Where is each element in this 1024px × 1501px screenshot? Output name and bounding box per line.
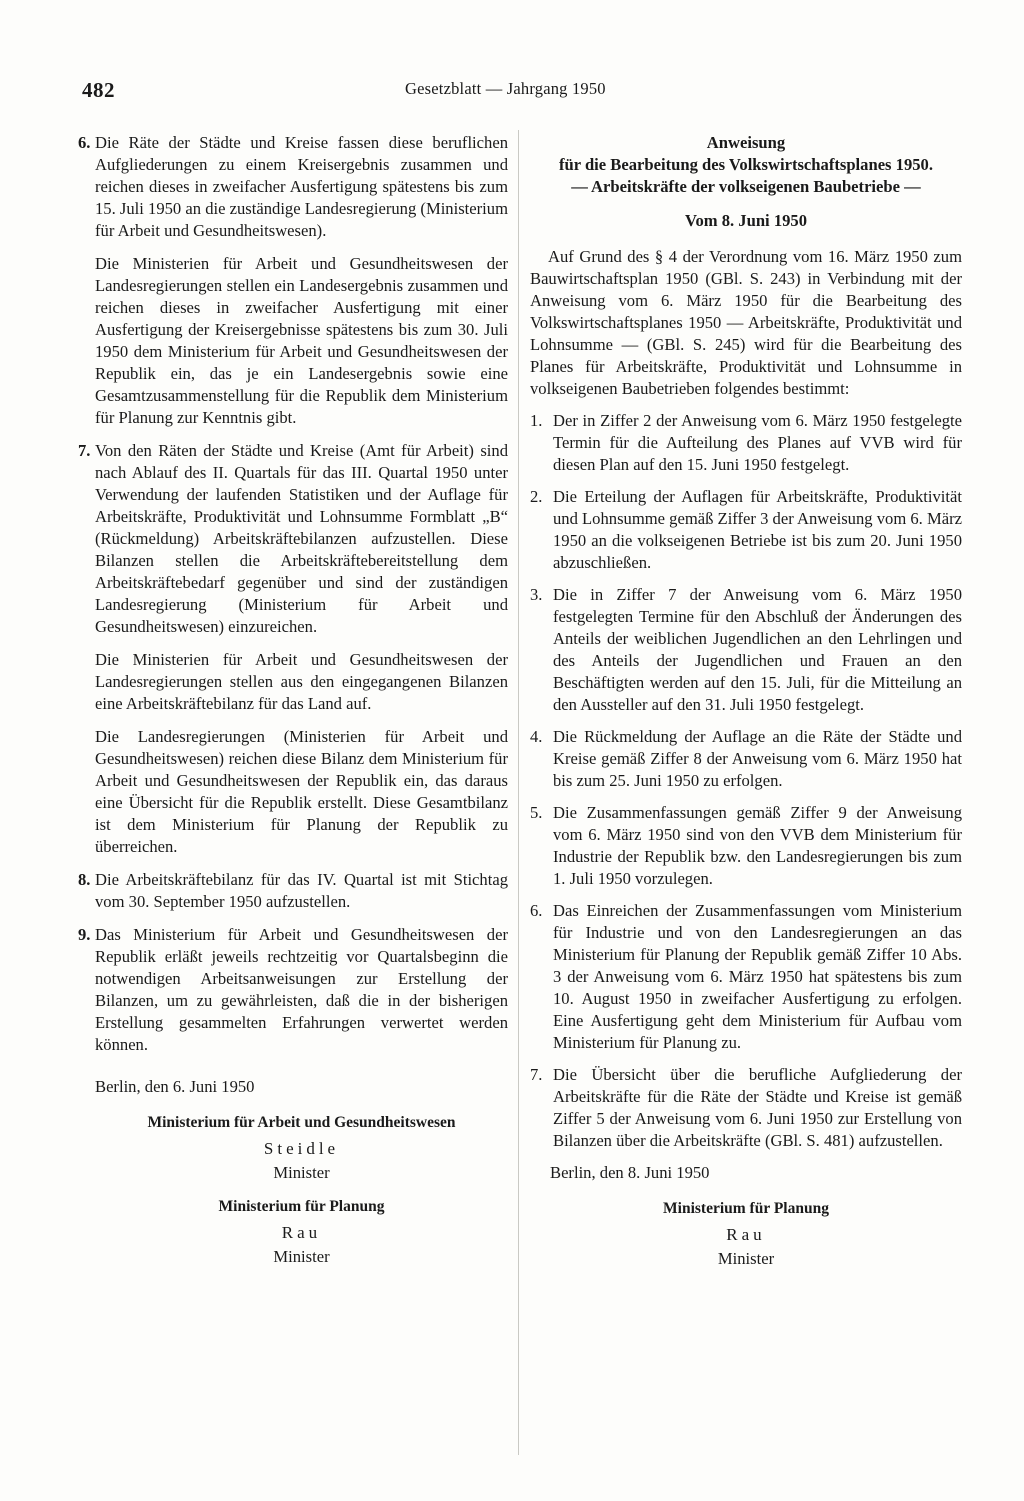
item-number: 7. — [530, 1065, 543, 1084]
left-item-7 — [78, 440, 508, 638]
left-paragraph-7b: Die Ministerien für Arbeit und Gesundheitswesen der Landesregierungen stellen aus den eingegangenen Bilanzen eine Arbeitskräftebilanz für das Land auf. — [95, 650, 508, 713]
decree-subject: — Arbeitskräfte der volkseigenen Baubetriebe — — [571, 177, 921, 196]
left-item-9 — [78, 924, 508, 1056]
signature-name: Rau — [281, 1223, 322, 1242]
left-place-date: Berlin, den 6. Juni 1950 — [95, 1077, 255, 1096]
item-text: Die in Ziffer 7 der Anweisung vom 6. März 1950 festgelegten Termine für den Abschluß der Änderungen des Anteils der weiblichen Jugendlichen an den Lehrlingen und des Anteils der Jugendlichen und Frauen an den Beschäftigten werden auf den 15. Juli, für die Mitteilung an den Aussteller auf den 31. Juli 1950 festgelegt. — [553, 585, 962, 714]
right-column — [530, 132, 962, 1282]
item-text: Die Räte der Städte und Kreise fassen diese beruflichen Aufgliederungen zu einem Kreisergebnis zusammen und reichen dieses in zweifacher Ausfertigung spätestens bis zum 15. Juli 1950 an die zuständige Landesregierung (Ministerium für Arbeit und Gesundheitswesen). — [95, 133, 508, 240]
item-number: 8. — [78, 870, 91, 889]
item-text: Die Rückmeldung der Auflage an die Räte der Städte und Kreise gemäß Ziffer 8 der Anweisung vom 6. März 1950 hat bis zum 25. Juni 1950 zu erfolgen. — [553, 727, 962, 790]
right-item-3 — [530, 584, 962, 716]
signature-org: Ministerium für Planung — [663, 1200, 829, 1217]
item-number: 2. — [530, 487, 543, 506]
decree-intro: Auf Grund des § 4 der Verordnung vom 16. März 1950 zum Bauwirtschaftsplan 1950 (GBl. S. 243) in Verbindung mit der Anweisung vom 6. März 1950 für die Bearbeitung des Volkswirtschaftsplanes 1950 — Arbeitskräfte, Produktivität und Lohnsumme — (GBl. S. 245) wird für die Bearbeitung des Planes für Arbeitskräfte, Produktivität und Lohnsumme in volkseigenen Baubetrieben folgendes bestimmt: — [530, 247, 962, 398]
item-text: Der in Ziffer 2 der Anweisung vom 6. März 1950 festgelegte Termin für die Aufteilung des Planes auf VVB wird für diesen Plan auf den 15. Juni 1950 festgelegt. — [553, 411, 962, 474]
item-text: Das Ministerium für Arbeit und Gesundheitswesen der Republik erläßt jeweils rechtzeitig vor Quartalsbeginn die notwendigen Arbeitsanweisungen zur Erstellung der Bilanzen, um zu gewährleisten, daß die in der bisherigen Erstellung gesammelten Erfahrungen verwertet werden können. — [95, 925, 508, 1054]
item-number: 7. — [78, 441, 91, 460]
item-number: 5. — [530, 803, 543, 822]
item-number: 1. — [530, 411, 543, 430]
right-item-6 — [530, 900, 962, 1054]
signature-org: Ministerium für Planung — [218, 1198, 385, 1215]
signature-role: Minister — [273, 1163, 330, 1182]
item-number: 6. — [78, 133, 91, 152]
left-paragraph-7c: Die Landesregierungen (Ministerien für Arbeit und Gesundheitswesen) reichen diese Bilanz dem Ministerium für Arbeit und Gesundheitswesen der Republik ein, das daraus eine Übersicht für die Republik erstellt. Diese Gesamtbilanz ist dem Ministerium für Planung der Republik zu überreichen. — [95, 727, 508, 856]
right-item-7 — [530, 1064, 962, 1152]
signature-role: Minister — [717, 1249, 775, 1268]
item-text: Von den Räten der Städte und Kreise (Amt für Arbeit) sind nach Ablauf des II. Quartals für das III. Quartal 1950 unter Verwendung der laufenden Statistiken und der Auflage für Arbeitskräfte, Produktivität und Lohnsumme Formblatt „B“ (Rückmeldung) Arbeitskräftebilanzen aufzustellen. Diese Bilanzen stellen die Arbeitskräftebereitstellung dem Arbeitskräftebedarf gegenüber und sind der zuständigen Landesregierung (Ministerium für Arbeit und Gesundheitswesen) einzureichen. — [95, 441, 508, 636]
signature-name: Rau — [726, 1225, 766, 1244]
item-text: Die Erteilung der Auflagen für Arbeitskräfte, Produktivität und Lohnsumme gemäß Ziffer 3 der Anweisung vom 6. März 1950 an die volkseigenen Betriebe ist bis zum 20. Juni 1950 abzuschließen. — [553, 487, 962, 572]
signature-name: Steidle — [263, 1139, 340, 1158]
signature-role: Minister — [273, 1247, 330, 1266]
decree-subtitle: für die Bearbeitung des Volkswirtschaftsplanes 1950. — [558, 155, 933, 174]
right-item-4 — [530, 726, 962, 792]
left-column — [78, 132, 508, 1280]
item-number: 9. — [78, 925, 91, 944]
left-item-8 — [78, 869, 508, 913]
item-text: Die Übersicht über die berufliche Aufgliederung der Arbeitskräfte für die Räte der Städte und Kreise ist gemäß Ziffer 5 der Anweisung vom 6. Juni 1950 zur Erstellung von Bilanzen über die Arbeitskräfte (GBl. S. 481) aufzustellen. — [553, 1065, 962, 1150]
signature-ministry-labour — [95, 1112, 508, 1184]
column-divider — [518, 130, 519, 1455]
decree-title: Anweisung — [706, 133, 786, 152]
item-number: 3. — [530, 585, 543, 604]
signature-ministry-planning-right — [530, 1198, 962, 1270]
item-number: 4. — [530, 727, 543, 746]
item-text: Die Zusammenfassungen gemäß Ziffer 9 der Anweisung vom 6. März 1950 sind von den VVB dem Ministerium für Industrie der Republik bzw. den Landesregierungen bis zum 1. Juli 1950 vorzulegen. — [553, 803, 962, 888]
signature-ministry-planning — [95, 1196, 508, 1268]
decree-date: Vom 8. Juni 1950 — [684, 211, 808, 230]
running-title: Gesetzblatt — Jahrgang 1950 — [405, 79, 606, 98]
item-number: 6. — [530, 901, 543, 920]
signature-org: Ministerium für Arbeit und Gesundheitswesen — [147, 1114, 456, 1131]
item-text: Die Arbeitskräftebilanz für das IV. Quartal ist mit Stichtag vom 30. September 1950 aufzustellen. — [95, 870, 508, 911]
left-paragraph-6b: Die Ministerien für Arbeit und Gesundheitswesen der Landesregierungen stellen ein Landesergebnis zusammen und reichen dieses in zweifacher Ausfertigung mit einer Ausfertigung der Kreisergebnisse spätestens bis zum 30. Juli 1950 dem Ministerium für Arbeit und Gesundheitswesen der Republik ein, das je ein Landesergebnis sowie eine Gesamtzusammenstellung für die Republik dem Ministerium für Planung zur Kenntnis gibt. — [95, 254, 508, 427]
page-header — [60, 76, 960, 106]
right-item-2 — [530, 486, 962, 574]
item-text: Das Einreichen der Zusammenfassungen vom Ministerium für Industrie und von den Landesregierungen an das Ministerium für Planung der Republik gemäß Ziffer 10 Abs. 3 der Anweisung vom 6. März 1950 hat spätestens bis zum 10. August 1950 in zweifacher Ausfertigung zu erfolgen. Eine Ausfertigung geht dem Ministerium für Aufbau vom Ministerium für Planung zu. — [553, 901, 962, 1052]
right-place-date: Berlin, den 8. Juni 1950 — [550, 1163, 710, 1182]
page-number: 482 — [82, 78, 115, 102]
left-item-6 — [78, 132, 508, 242]
right-item-1 — [530, 410, 962, 476]
right-item-5 — [530, 802, 962, 890]
